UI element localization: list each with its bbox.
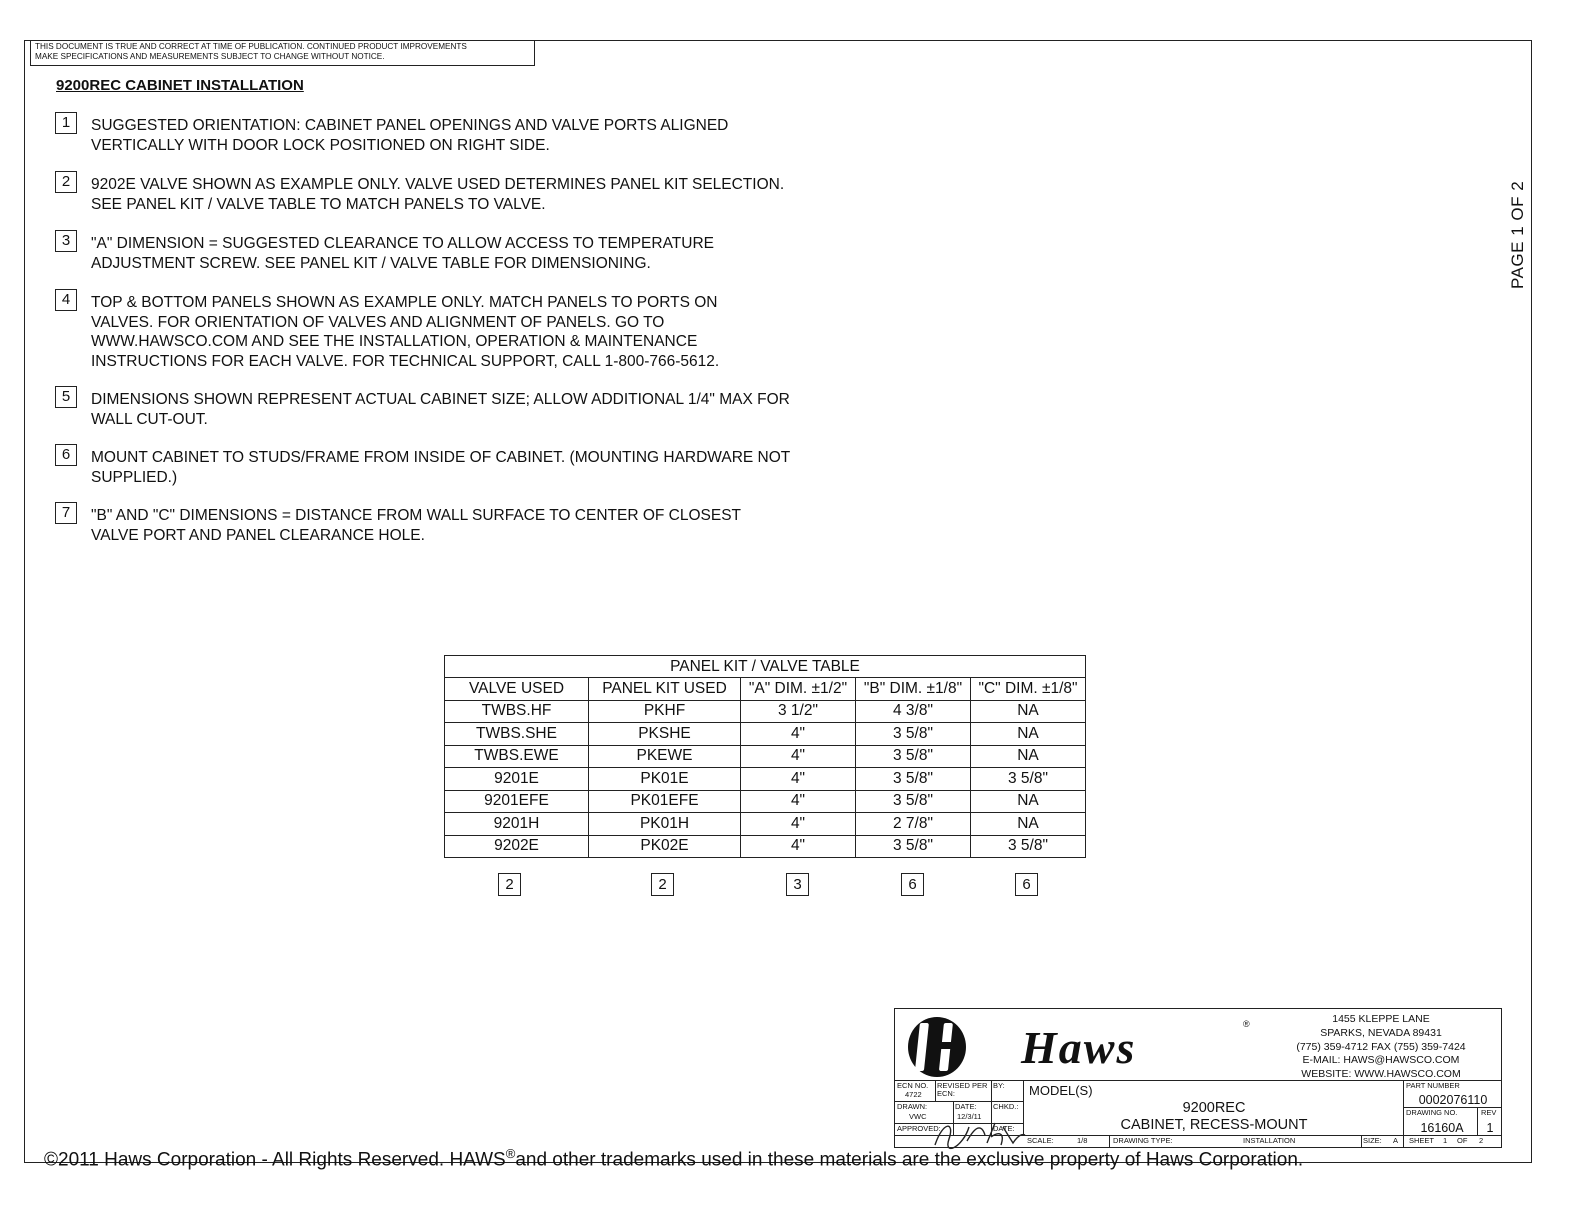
revised-per-label: REVISED PER ECN: (937, 1081, 988, 1098)
cell-a-dim: 4" (741, 768, 856, 791)
address-line: E-MAIL: HAWS@HAWSCO.COM (1302, 1054, 1460, 1067)
cell-a-dim: 4" (741, 745, 856, 768)
drawn-label: DRAWN: (897, 1102, 928, 1111)
note-number: 3 (55, 230, 77, 252)
note-number: 7 (55, 502, 77, 524)
of-label: OF (1457, 1136, 1468, 1145)
table-header-row (445, 678, 1086, 701)
cell-b-dim: 4 3/8" (856, 700, 971, 723)
cell-valve: 9202E (445, 835, 589, 858)
sheets-value: 2 (1479, 1136, 1484, 1145)
date2-label: DATE: (993, 1124, 1015, 1133)
note-text: DIMENSIONS SHOWN REPRESENT ACTUAL CABINET SIZE; ALLOW ADDITIONAL 1/4" MAX FOR WALL CUT-OUT. (91, 391, 790, 428)
model-number: 9200REC (1182, 1100, 1246, 1116)
cell-panel-kit: PK01H (589, 813, 741, 836)
cell-b-dim: 3 5/8" (856, 790, 971, 813)
cell-c-dim: NA (971, 723, 1086, 746)
size-label: SIZE: (1363, 1136, 1382, 1145)
note-number: 1 (55, 112, 77, 134)
header-b-dim: "B" DIM. ±1/8" (856, 678, 971, 701)
disclaimer-line-2: MAKE SPECIFICATIONS AND MEASUREMENTS SUBJECT TO CHANGE WITHOUT NOTICE. (35, 52, 385, 61)
sheet-label: SHEET (1409, 1136, 1435, 1145)
drawing-no-label: DRAWING NO. (1406, 1108, 1458, 1117)
date-label: DATE: (955, 1102, 977, 1111)
table-row (445, 813, 1086, 836)
note-ref-box: 2 (498, 873, 521, 896)
size-value: A (1393, 1136, 1399, 1145)
table-row (445, 700, 1086, 723)
cell-valve: 9201E (445, 768, 589, 791)
by-label: BY: (993, 1081, 1005, 1090)
note-number: 2 (55, 171, 77, 193)
cell-c-dim: NA (971, 700, 1086, 723)
table-row (445, 835, 1086, 858)
note-text: 9202E VALVE SHOWN AS EXAMPLE ONLY. VALVE USED DETERMINES PANEL KIT SELECTION. SEE PANEL KIT / VALVE TABLE TO MATCH PANELS TO VALVE. (91, 176, 785, 213)
cell-valve: 9201H (445, 813, 589, 836)
cell-valve: TWBS.SHE (445, 723, 589, 746)
address-line: WEBSITE: WWW.HAWSCO.COM (1301, 1068, 1461, 1081)
cell-a-dim: 3 1/2" (741, 700, 856, 723)
disclaimer-box (30, 40, 535, 66)
grid-line (935, 1080, 936, 1101)
registered-mark: ® (1243, 1019, 1250, 1029)
cell-b-dim: 3 5/8" (856, 835, 971, 858)
note-text: SUGGESTED ORIENTATION: CABINET PANEL OPENINGS AND VALVE PORTS ALIGNED VERTICALLY WITH DOOR LOCK POSITIONED ON RIGHT SIDE. (91, 117, 729, 154)
panel-kit-valve-table (444, 655, 1086, 858)
cell-a-dim: 4" (741, 790, 856, 813)
cell-c-dim: NA (971, 813, 1086, 836)
title-block (894, 1008, 1502, 1148)
cell-valve: TWBS.EWE (445, 745, 589, 768)
sheet-value: 1 (1443, 1136, 1448, 1145)
note-ref-box: 6 (1015, 873, 1038, 896)
date-value: 12/3/11 (957, 1112, 982, 1121)
model-description: CABINET, RECESS-MOUNT (1120, 1117, 1308, 1133)
ecn-no-value: 4722 (905, 1090, 922, 1099)
cell-a-dim: 4" (741, 835, 856, 858)
note-ref-box: 6 (901, 873, 924, 896)
note-text: "B" AND "C" DIMENSIONS = DISTANCE FROM WALL SURFACE TO CENTER OF CLOSEST VALVE PORT AND PANEL CLEARANCE HOLE. (91, 507, 741, 544)
page-indicator: PAGE 1 OF 2 (1508, 180, 1527, 290)
cell-a-dim: 4" (741, 723, 856, 746)
note-text: "A" DIMENSION = SUGGESTED CLEARANCE TO ALLOW ACCESS TO TEMPERATURE ADJUSTMENT SCREW. SEE PANEL KIT / VALVE TABLE FOR DIMENSIONING. (91, 235, 714, 272)
address-line: (775) 359-4712 FAX (755) 359-7424 (1296, 1040, 1466, 1053)
cell-b-dim: 3 5/8" (856, 745, 971, 768)
models-label: MODEL(S) (1029, 1083, 1093, 1098)
drawn-value: VWC (909, 1112, 927, 1121)
cell-b-dim: 3 5/8" (856, 723, 971, 746)
ecn-no-label: ECN NO. (897, 1081, 929, 1090)
cell-valve: 9201EFE (445, 790, 589, 813)
cell-panel-kit: PK02E (589, 835, 741, 858)
part-number-label: PART NUMBER (1406, 1081, 1460, 1090)
note-ref-box: 2 (651, 873, 674, 896)
note-number: 4 (55, 289, 77, 311)
table-row (445, 768, 1086, 791)
cell-panel-kit: PKSHE (589, 723, 741, 746)
footer-text-1: ©2011 Haws Corporation - All Rights Reserved. HAWS (44, 1149, 506, 1171)
checked-label: CHKD.: (993, 1102, 1019, 1111)
note-text: MOUNT CABINET TO STUDS/FRAME FROM INSIDE OF CABINET. (MOUNTING HARDWARE NOT SUPPLIED.) (91, 449, 790, 486)
cell-panel-kit: PKHF (589, 700, 741, 723)
scale-label: SCALE: (1027, 1136, 1054, 1145)
cell-c-dim: 3 5/8" (971, 835, 1086, 858)
cell-panel-kit: PK01EFE (589, 790, 741, 813)
address-line: SPARKS, NEVADA 89431 (1320, 1026, 1442, 1039)
column-note-references (444, 873, 1086, 899)
footer-registered-mark: ® (505, 1146, 516, 1161)
grid-line (1477, 1107, 1478, 1135)
rev-value: 1 (1486, 1121, 1494, 1135)
copyright-footer (44, 1146, 1303, 1171)
header-valve-used: VALVE USED (445, 678, 589, 701)
header-c-dim: "C" DIM. ±1/8" (971, 678, 1086, 701)
note-number: 6 (55, 444, 77, 466)
disclaimer-line-1: THIS DOCUMENT IS TRUE AND CORRECT AT TIME OF PUBLICATION. CONTINUED PRODUCT IMPROVEMENTS (35, 42, 467, 51)
table-row (445, 723, 1086, 746)
company-address (1263, 1013, 1499, 1082)
table-row (445, 745, 1086, 768)
drawing-no-value: 16160A (1420, 1121, 1464, 1135)
address-line: 1455 KLEPPE LANE (1332, 1013, 1430, 1025)
cell-b-dim: 2 7/8" (856, 813, 971, 836)
grid-line (991, 1080, 992, 1101)
cell-a-dim: 4" (741, 813, 856, 836)
cell-c-dim: NA (971, 790, 1086, 813)
cell-panel-kit: PKEWE (589, 745, 741, 768)
cell-c-dim: 3 5/8" (971, 768, 1086, 791)
cell-valve: TWBS.HF (445, 700, 589, 723)
grid-line (1361, 1135, 1362, 1147)
note-text: TOP & BOTTOM PANELS SHOWN AS EXAMPLE ONLY. MATCH PANELS TO PORTS ON VALVES. FOR ORIENTATION OF VALVES AND ALIGNMENT OF PANELS. GO TO WWW.HAWSCO.COM AND SEE THE INSTALLATION, OPERATION & MAINTENANCE INSTRUCTIONS FOR EACH VALVE. FOR TECHNICAL SUPPORT, CALL 1-800-766-5612. (91, 294, 720, 370)
cell-panel-kit: PK01E (589, 768, 741, 791)
header-a-dim: "A" DIM. ±1/2" (741, 678, 856, 701)
footer-text-2: and other trademarks used in these materials are the exclusive property of Haws Corporation. (515, 1149, 1304, 1171)
table-row (445, 790, 1086, 813)
drawing-type-label: DRAWING TYPE: (1113, 1136, 1173, 1145)
document-title: 9200REC CABINET INSTALLATION (56, 77, 304, 94)
note-ref-box: 3 (786, 873, 809, 896)
approved-label: APPROVED: (897, 1124, 941, 1133)
header-panel-kit-used: PANEL KIT USED (589, 678, 741, 701)
cell-c-dim: NA (971, 745, 1086, 768)
logo-wordmark: Haws (1021, 1022, 1137, 1073)
rev-label: REV (1481, 1108, 1497, 1117)
cell-b-dim: 3 5/8" (856, 768, 971, 791)
grid-line (1403, 1080, 1404, 1147)
haws-logo (901, 1013, 1251, 1081)
note-number: 5 (55, 386, 77, 408)
part-number-value: 0002076110 (1418, 1093, 1488, 1107)
scale-value: 1/8 (1077, 1136, 1088, 1145)
table-caption: PANEL KIT / VALVE TABLE (445, 656, 1086, 678)
drawing-type-value: INSTALLATION (1243, 1136, 1296, 1145)
